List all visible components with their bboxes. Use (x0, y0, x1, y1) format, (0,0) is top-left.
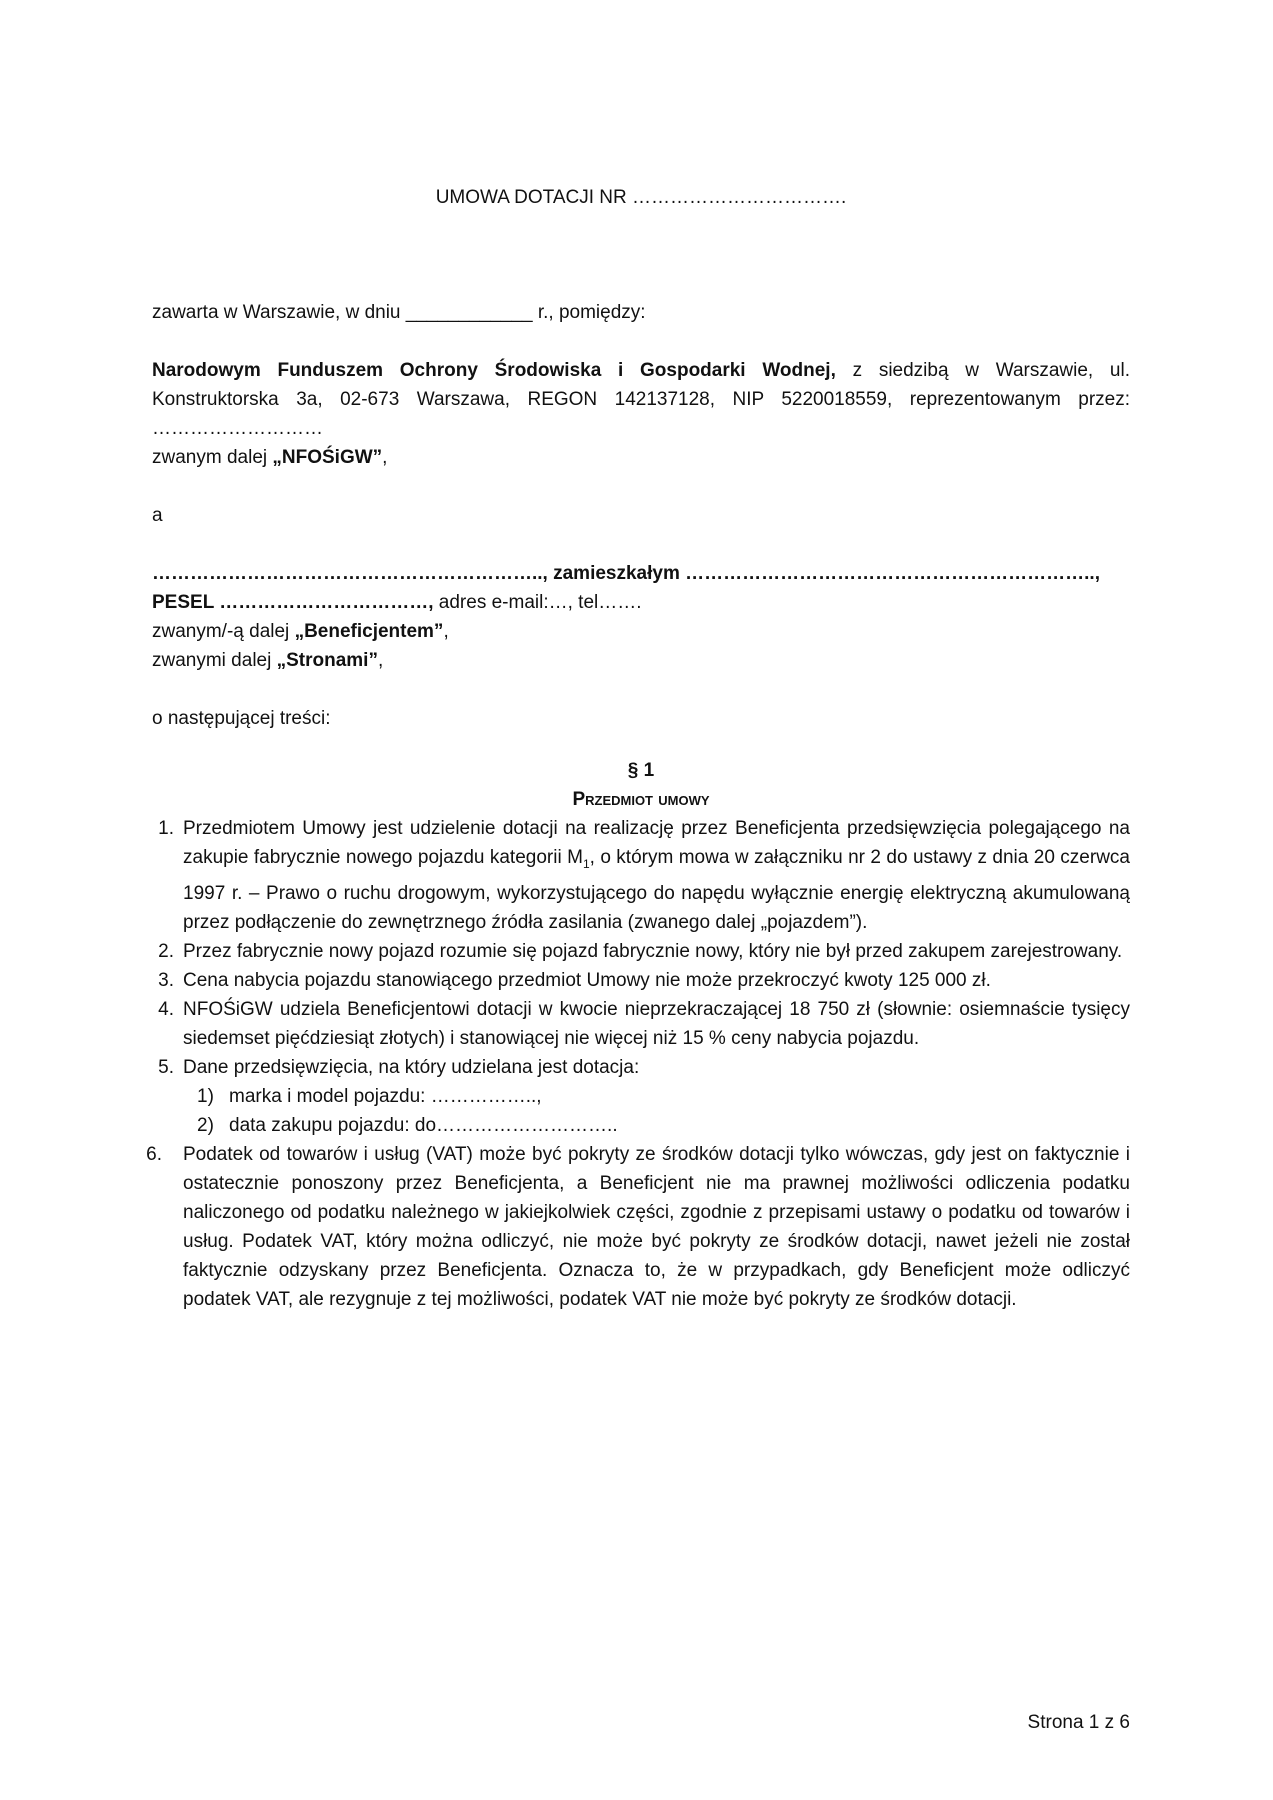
sub-item-text: data zakupu pojazdu: do……………………….. (229, 1114, 618, 1136)
list-item (152, 937, 1130, 966)
list-item (152, 995, 1130, 1053)
nfos-called-name: „NFOŚiGW” (272, 447, 383, 468)
contact-details: adres e-mail:…, tel……. (433, 592, 642, 613)
item-number: 1. (158, 818, 174, 839)
item-text: Cena nabycia pojazdu stanowiącego przedmiot Umowy nie może przekroczyć kwoty 125 000 zł. (183, 969, 991, 991)
beneficiary-called-name: „Beneficjentem” (294, 621, 444, 642)
nfos-called-prefix: zwanym dalej (152, 447, 273, 468)
beneficiary-called-line (152, 617, 1130, 646)
item-text: Przedmiotem Umowy jest udzielenie dotacji na realizację przez Beneficjenta przedsięwzięcia polegającego na zakupie fabrycznie nowego pojazdu kategorii M (183, 818, 1130, 868)
section-number: § 1 (627, 760, 655, 781)
item-text-cont: , o którym mowa w załączniku nr 2 do ustawy z dnia 20 czerwca 1997 r. – Prawo o ruchu drogowym, wykorzystującego do napędu wyłącznie energię elektryczną akumulowaną przez podłączenie do zewnętrznego źródła zasilania (zwanego dalej „pojazdem”). (183, 847, 1130, 933)
content-intro: o następującej treści: (152, 708, 331, 729)
page-number: Strona 1 z 6 (1027, 1712, 1130, 1733)
nfos-called-line (152, 443, 1130, 472)
item-number: 2. (158, 940, 174, 962)
sub-item-number: 2) (197, 1114, 214, 1136)
parties-called-prefix: zwanymi dalej (152, 650, 277, 671)
section-1 (146, 756, 1130, 1314)
sub-item-number: 1) (197, 1085, 214, 1107)
sub-list-item (183, 1082, 1130, 1111)
conclusion-line: zawarta w Warszawie, w dniu ____________ r., pomiędzy: (152, 302, 646, 323)
beneficiary-called-prefix: zwanym/-ą dalej (152, 621, 295, 642)
item-text: Dane przedsięwzięcia, na który udzielana jest dotacja: (183, 1056, 640, 1078)
item-subscript: 1 (582, 856, 590, 871)
sub-list-item (183, 1111, 1130, 1140)
pesel-line (152, 588, 1130, 617)
beneficiary-called-suffix: , (443, 621, 449, 642)
item-number: 3. (158, 969, 174, 991)
item-number: 6. (146, 1143, 162, 1165)
and-word: a (152, 505, 163, 526)
item-text: Podatek od towarów i usług (VAT) może być pokryty ze środków dotacji tylko wówczas, gdy jest on faktycznie i ostatecznie ponoszony przez Beneficjenta, a Beneficjent nie ma prawnej możliwości odliczenia podatku naliczonego od podatku należnego w jakiejkolwiek części, zgodnie z przepisami ustawy o podatku od towarów i usług. Podatek VAT, który można odliczyć, nie może być pokryty ze środków dotacji, nawet jeżeli nie został faktycznie odzyskany przez Beneficjenta. Oznacza to, że w przypadkach, gdy Beneficjent może odliczyć podatek VAT, ale rezygnuje z tej możliwości, podatek VAT nie może być pokryty ze środków dotacji. (183, 1143, 1130, 1310)
item-number: 5. (158, 1056, 174, 1078)
parties-called-line (152, 646, 1130, 675)
parties-intro (152, 298, 1130, 733)
list-item (152, 966, 1130, 995)
item-text: NFOŚiGW udziela Beneficjentowi dotacji w kwocie nieprzekraczającej 18 750 zł (słownie: osiemnaście tysięcy siedemset pięćdziesiąt złotych) i stanowiącej nie więcej niż 15 % ceny nabycia pojazdu. (183, 998, 1130, 1049)
document-title: UMOWA DOTACJI NR ……………………………. (435, 187, 847, 208)
nfos-name: Narodowym Funduszem Ochrony Środowiska i Gospodarki Wodnej, (152, 360, 836, 381)
section-heading: Przedmiot umowy (572, 789, 710, 810)
list-item (152, 1053, 1130, 1140)
item-number: 4. (158, 998, 174, 1020)
sub-list (183, 1082, 1130, 1140)
item-text: Przez fabrycznie nowy pojazd rozumie się pojazd fabrycznie nowy, który nie był przed zakupem zarejestrowany. (183, 940, 1123, 962)
section-items (146, 814, 1130, 1314)
sub-item-text: marka i model pojazdu: …………….., (229, 1085, 542, 1107)
nfos-called-suffix: , (382, 447, 388, 468)
nfos-description (152, 356, 1130, 443)
pesel-label: PESEL ……………………………, (152, 592, 434, 613)
list-item (146, 1140, 1130, 1314)
parties-called-name: „Stronami” (276, 650, 378, 671)
parties-called-suffix: , (377, 650, 384, 671)
beneficiary-line: …………………………………………………….., zamieszkałym ……………………………………………………….., (152, 563, 1100, 584)
list-item (152, 814, 1130, 937)
nfos-address: z siedzibą w Warszawie, ul. Konstruktorska 3a, 02-673 Warszawa, REGON 142137128, NIP 5220018559, reprezentowanym przez: ……………………… (152, 360, 1131, 439)
